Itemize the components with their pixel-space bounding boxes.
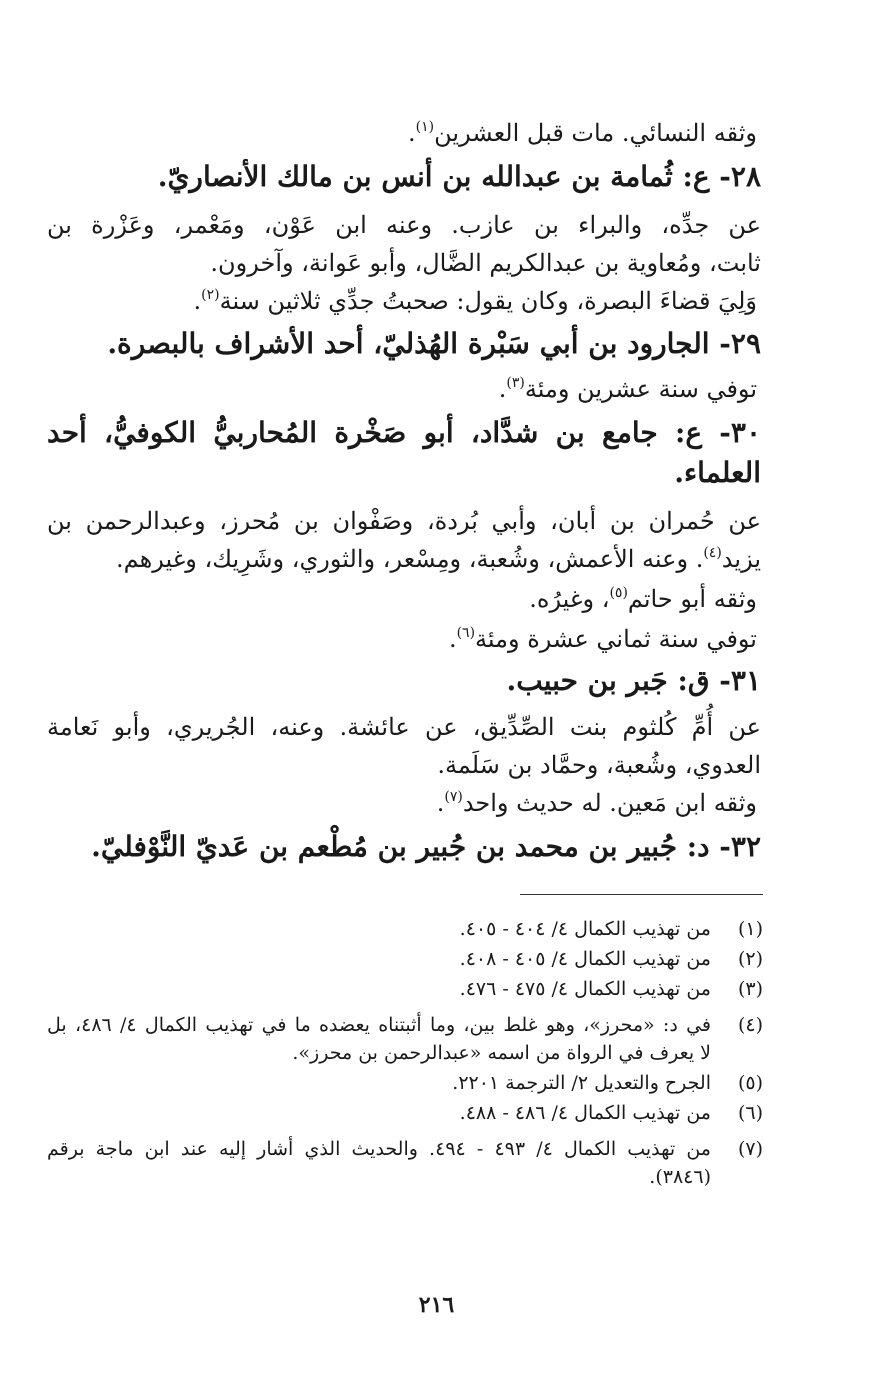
text-line: وثقه النسائي. مات قبل العشرين$^{(١)}$.: [408, 119, 757, 147]
text-line: وثقه أبو حاتم$^{(٥)}$، وغيرُه.: [529, 585, 757, 613]
footnote-number: (٧): [737, 1138, 763, 1160]
footnote-number: (١): [737, 918, 763, 940]
entry-heading-29: ٢٩- الجارود بن أبي سَبْرة الهُذليّ، أحد الأشراف بالبصرة.: [107, 327, 761, 360]
footnote-number: (٢): [737, 948, 763, 970]
footnote-text: من تهذيب الكمال ٤/ ٤٧٥ - ٤٧٦.: [459, 978, 711, 1000]
text-line: وثقه ابن مَعين. له حديث واحد$^{(٧)}$.: [436, 789, 757, 817]
footnote-text: من تهذيب الكمال ٤/ ٤٨٦ - ٤٨٨.: [459, 1102, 711, 1124]
footnote-ref: (١): [415, 119, 435, 135]
entry-heading-30: ٣٠- ع: جامع بن شدَّاد، أبو صَخْرة المُحاربيُّ الكوفيُّ، أحد: [47, 416, 761, 449]
entry-heading-30-cont: العلماء.: [674, 456, 761, 489]
text-line: ثابت، ومُعاوية بن عبدالكريم الضَّال، وأبو عَوانة، وآخرون.: [210, 249, 761, 277]
text-line: وَلِيَ قضاءَ البصرة، وكان يقول: صحبتُ جدِّي ثلاثين سنة$^{(٢)}$.: [193, 287, 757, 315]
footnote-text: الجرح والتعديل ٢/ الترجمة ٢٢٠١.: [452, 1072, 711, 1094]
footnote-ref: (٦): [456, 625, 476, 641]
text-line: يزيد$^{(٤)}$. وعنه الأعمش، وشُعبة، ومِسْعر، والثوري، وشَرِيك، وغيرهم.: [116, 545, 761, 573]
footnote-ref: (٧): [444, 789, 463, 805]
footnote-ref: (٤): [703, 545, 722, 561]
text-line: عن جدِّه، والبراء بن عازب. وعنه ابن عَوْن، ومَعْمر، وعَزْرة بن: [47, 211, 761, 239]
footnote-ref: (٣): [506, 375, 525, 391]
entry-heading-31: ٣١- ق: جَبر بن حبيب.: [506, 664, 761, 697]
footnote-text: (٣٨٤٦).: [649, 1166, 711, 1188]
entry-heading-32: ٣٢- د: جُبير بن محمد بن جُبير بن مُطْعم بن عَديّ النَّوْفليّ.: [91, 830, 761, 863]
footnote-number: (٥): [737, 1072, 763, 1094]
footnote-number: (٦): [737, 1102, 763, 1124]
footnote-text: لا يعرف في الرواة من اسمه «عبدالرحمن بن محرز».: [292, 1042, 711, 1064]
page-number: ٢١٦: [418, 1292, 455, 1318]
entry-heading-28: ٢٨- ع: ثُمامة بن عبدالله بن أنس بن مالك الأنصاريّ.: [157, 160, 761, 193]
footnote-ref: (٥): [609, 585, 628, 601]
footnote-text: من تهذيب الكمال ٤/ ٤٠٥ - ٤٠٨.: [459, 948, 711, 970]
footnote-ref: (٢): [201, 287, 220, 303]
footnote-text: من تهذيب الكمال ٤/ ٤٩٣ - ٤٩٤. والحديث الذي أشار إليه عند ابن ماجة برقم: [47, 1138, 711, 1160]
footnote-number: (٤): [737, 1014, 763, 1036]
text-line: توفي سنة عشرين ومئة$^{(٣)}$.: [498, 375, 757, 403]
footnote-text: في د: «محرز»، وهو غلط بين، وما أثبتناه يعضده ما في تهذيب الكمال ٤/ ٤٨٦، بل: [47, 1014, 711, 1036]
text-line: توفي سنة ثماني عشرة ومئة$^{(٦)}$.: [448, 625, 757, 653]
footnote-number: (٣): [737, 978, 763, 1000]
footnote-text: من تهذيب الكمال ٤/ ٤٠٤ - ٤٠٥.: [459, 918, 711, 940]
text-line: عن حُمران بن أبان، وأبي بُردة، وصَفْوان بن مُحرز، وعبدالرحمن بن: [47, 507, 761, 535]
text-line: عن أُمِّ كُلثوم بنت الصِّدِّيق، عن عائشة. وعنه، الجُريري، وأبو نَعامة: [47, 713, 761, 741]
footnote-separator: [520, 894, 763, 895]
text-line: العدوي، وشُعبة، وحمَّاد بن سَلَمة.: [437, 751, 761, 779]
